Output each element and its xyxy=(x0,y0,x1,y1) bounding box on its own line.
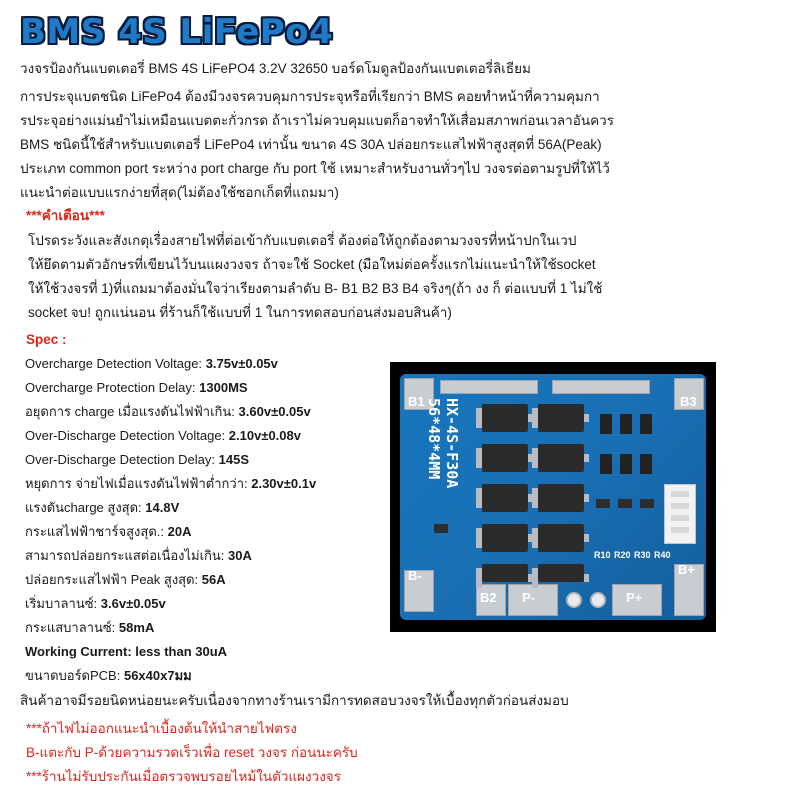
spec-row xyxy=(25,405,311,418)
spec-row xyxy=(25,501,179,514)
intro-line: BMS ชนิดนี้ใช้สำหรับแบตเตอรี่ LiFePo4 เท่านั้น ขนาด 4S 30A ปล่อยกระแสไฟฟ้าสูงสุดที่ 56A(Peak) xyxy=(20,137,602,152)
mosfet xyxy=(538,484,584,512)
model-code: HX-4S-F30A xyxy=(443,398,461,489)
top-pad-left xyxy=(440,380,538,394)
spec-row xyxy=(25,549,252,562)
product-photo xyxy=(390,362,716,632)
spec-row xyxy=(25,621,154,634)
spec-key: เริ่มบาลานซ์: xyxy=(25,596,98,611)
spec-row xyxy=(25,645,227,658)
pcb-board xyxy=(400,374,706,620)
test-hole xyxy=(590,592,606,608)
intro-line: แนะนำต่อแบบแรกง่ายที่สุด(ไม่ต้องใช้ซอกเก็ตที่แถมมา) xyxy=(20,185,339,200)
spec-value: 3.60v±0.05v xyxy=(238,404,311,419)
footer-line: ***ร้านไม่รับประกันเมื่อตรวจพบรอยไหม้ในตัวแผงวงจร xyxy=(26,769,341,784)
spec-key: ขนาดบอร์ดPCB: xyxy=(25,668,121,683)
spec-value: 56A xyxy=(201,572,226,587)
mosfet xyxy=(482,404,528,432)
spec-row xyxy=(25,429,301,442)
spec-value: 2.30v±0.1v xyxy=(251,476,317,491)
resistor xyxy=(640,499,654,508)
spec-value: 2.10v±0.08v xyxy=(228,428,301,443)
resistor-code: R30 xyxy=(634,550,651,560)
label-b2: B2 xyxy=(480,590,497,605)
warning-line: socket จบ! ถูกแน่นอน ที่ร้านก็ใช้แบบที่ 1 ในการทดสอบก่อนส่งมอบสินค้า) xyxy=(28,305,452,320)
spec-row xyxy=(25,357,278,370)
intro-line: รประจุอย่างแม่นยำไม่เหมือนแบตตะกั่วกรด ถ้าเราไม่ควบคุมแบตก็อาจทำให้เสื่อมสภาพก่อนเวลาอันควร xyxy=(20,113,614,128)
mosfet xyxy=(482,524,528,552)
spec-row xyxy=(25,573,226,586)
spec-value: less than 30uA xyxy=(135,644,228,659)
label-p-plus: P+ xyxy=(626,590,643,605)
ic xyxy=(600,414,612,434)
ic xyxy=(620,414,632,434)
spec-heading: Spec : xyxy=(26,332,67,347)
top-pad-right xyxy=(552,380,650,394)
spec-value: 30A xyxy=(228,548,252,563)
label-b-minus: B- xyxy=(408,568,422,583)
intro-line: ประเภท common port ระหว่าง port charge กับ port ใช้ เหมาะสำหรับงานทั่วๆไป วงจรต่อตามรูปที่ให้ไว้ xyxy=(20,161,610,176)
balance-connector xyxy=(664,484,696,544)
spec-row xyxy=(25,453,249,466)
mosfet xyxy=(482,564,528,582)
warning-line: ให้ใช้วงจรที่ 1)ที่แถมมาต้องมั่นใจว่าเรียงตามลำดับ B- B1 B2 B3 B4 จริงๆ(ถ้า งง ก็ ต่อแบบที่ 1 ไม่ใช้ xyxy=(28,281,603,296)
spec-value: 3.75v±0.05v xyxy=(205,356,278,371)
spec-key: Over-Discharge Detection Voltage: xyxy=(25,428,226,443)
spec-row xyxy=(25,597,166,610)
resistor-code: R10 xyxy=(594,550,611,560)
ic xyxy=(640,414,652,434)
spec-row xyxy=(25,669,192,682)
spec-key: Working Current: xyxy=(25,644,132,659)
spec-key: Overcharge Protection Delay: xyxy=(25,380,196,395)
resistor-code: R40 xyxy=(654,550,671,560)
spec-key: ปล่อยกระแสไฟฟ้า Peak สูงสุด: xyxy=(25,572,199,587)
spec-value: 56x40x7มม xyxy=(123,668,192,683)
spec-key: หยุดการ จ่ายไฟเมื่อแรงดันไฟฟ้าต่ำกว่า: xyxy=(25,476,248,491)
intro-line: วงจรป้องกันแบตเตอรี่ BMS 4S LiFePO4 3.2V 32650 บอร์ดโมดูลป้องกันแบตเตอรี่ลิเธียม xyxy=(20,61,531,76)
spec-key: Overcharge Detection Voltage: xyxy=(25,356,203,371)
spec-value: 20A xyxy=(167,524,192,539)
resistor-code: R20 xyxy=(614,550,631,560)
resistor xyxy=(434,524,448,533)
spec-value: 14.8V xyxy=(145,500,180,515)
spec-row xyxy=(25,381,248,394)
mosfet xyxy=(482,444,528,472)
spec-key: สามารถปล่อยกระแสต่อเนื่องไม่เกิน: xyxy=(25,548,225,563)
warning-line: ให้ยึดตามตัวอักษรที่เขียนไว้บนแผงวงจร ถ้าจะใช้ Socket (มือใหม่ต่อครั้งแรกไม่แนะนำให้ใช้socket xyxy=(28,257,596,272)
mosfet xyxy=(482,484,528,512)
spec-key: กระแสบาลานซ์: xyxy=(25,620,116,635)
mosfet xyxy=(538,444,584,472)
spec-key: กระแสไฟฟ้าชาร์จสูงสุด.: xyxy=(25,524,165,539)
ic xyxy=(640,454,652,474)
board-size: 56*48*4MM xyxy=(425,398,443,480)
mosfet xyxy=(538,404,584,432)
mosfet xyxy=(538,524,584,552)
spec-key: Over-Discharge Detection Delay: xyxy=(25,452,216,467)
test-hole xyxy=(566,592,582,608)
spec-value: 3.6v±0.05v xyxy=(100,596,166,611)
label-p-minus: P- xyxy=(522,590,535,605)
spec-value: 58mA xyxy=(118,620,155,635)
label-b-plus: B+ xyxy=(678,562,695,577)
spec-key: แรงดันcharge สูงสุด: xyxy=(25,500,142,515)
spec-row xyxy=(25,525,192,538)
label-b3: B3 xyxy=(680,394,697,409)
warning-line: โปรดระวังและสังเกตุเรื่องสายไฟที่ต่อเข้ากับแบตเตอรี่ ต้องต่อให้ถูกต้องตามวงจรที่หน้าปกในเวป xyxy=(28,233,577,248)
intro-line: การประจุแบตชนิด LiFePo4 ต้องมีวงจรควบคุมการประจุหรือที่เรียกว่า BMS คอยทำหน้าที่ความคุมกา xyxy=(20,89,600,104)
footer-line: ***ถ้าไฟไม่ออกแนะนำเบื้องต้นให้นำสายไฟตรง xyxy=(26,721,297,736)
ic xyxy=(620,454,632,474)
mosfet xyxy=(538,564,584,582)
ic xyxy=(600,454,612,474)
page-title: BMS 4S LiFePo4 xyxy=(20,12,334,52)
spec-value: 145S xyxy=(218,452,250,467)
spec-value: 1300MS xyxy=(199,380,248,395)
footer-line: B-แตะกับ P-ด้วยความรวดเร็วเพื่อ reset วงจร ก่อนนะครับ xyxy=(26,745,358,760)
spec-row xyxy=(25,477,316,490)
warning-heading: ***คำเตือน*** xyxy=(26,208,105,223)
spec-key: อยุดการ charge เมื่อแรงดันไฟฟ้าเกิน: xyxy=(25,404,235,419)
testing-note: สินค้าอาจมีรอยนิดหน่อยนะครับเนื่องจากทางร้านเรามีการทดสอบวงจรให้เบื้องทุกตัวก่อนส่งมอบ xyxy=(20,693,569,708)
resistor xyxy=(596,499,610,508)
label-b1: B1 xyxy=(408,394,425,409)
resistor xyxy=(618,499,632,508)
